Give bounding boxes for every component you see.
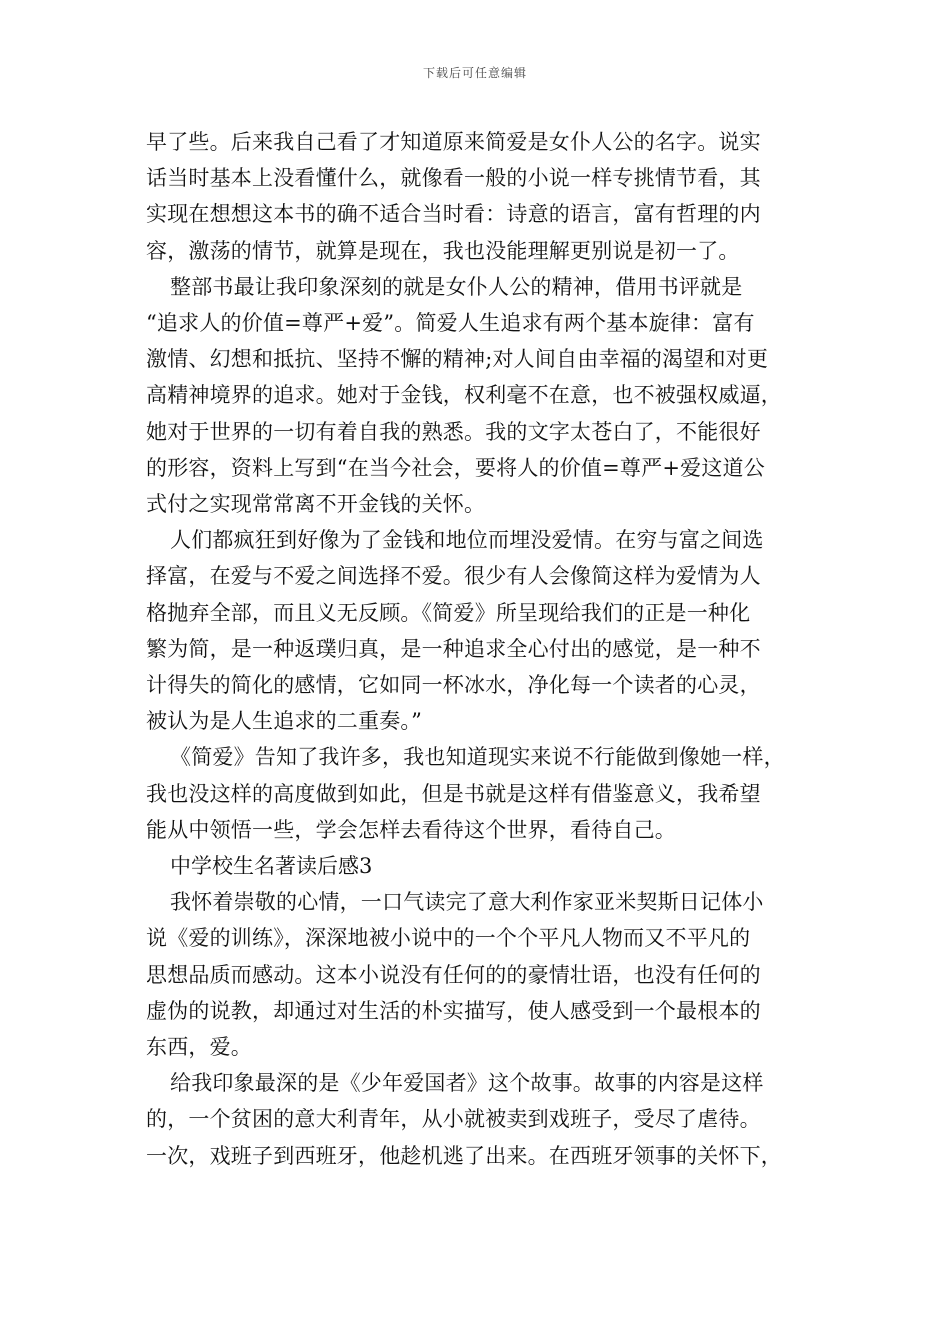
text-line: 激情、幻想和抵抗、坚持不懈的精神;对人间自由幸福的渴望和对更 [146, 347, 769, 372]
text-line: 思想品质而感动。这本小说没有任何的的豪情壮语，也没有任何的 [146, 962, 761, 987]
text-line: 繁为简，是一种返璞归真，是一种追求全心付出的感觉，是一种不 [146, 636, 761, 661]
paragraph-6 [146, 1065, 826, 1174]
text-line: 容，激荡的情节，就算是现在，我也没能理解更别说是初一了。 [146, 238, 740, 263]
text-line: 高精神境界的追求。她对于金钱，权利毫不在意，也不被强权威逼， [146, 383, 782, 408]
text-line: 择富，在爱与不爱之间选择不爱。很少有人会像简这样为爱情为人 [146, 564, 761, 589]
paragraph-2 [146, 269, 826, 522]
text-line: 人们都疯狂到好像为了金钱和地位而埋没爱情。在穷与富之间选 [170, 528, 764, 553]
paragraph-4 [146, 739, 826, 848]
text-line: 的形容，资料上写到“在当今社会，要将人的价值=尊严+爱这道公 [146, 455, 765, 480]
text-line: 的，一个贫困的意大利青年，从小就被卖到戏班子，受尽了虐待。 [146, 1107, 761, 1132]
text-line: 式付之实现常常离不开金钱的关怀。 [146, 492, 486, 517]
text-line: 计得失的简化的感情，它如同一杯冰水，净化每一个读者的心灵， [146, 673, 761, 698]
text-line: 一次，戏班子到西班牙，他趁机逃了出来。在西班牙领事的关怀下， [146, 1143, 782, 1168]
paragraph-5 [146, 884, 826, 1065]
text-line: 能从中领悟一些，学会怎样去看待这个世界，看待自己。 [146, 817, 676, 842]
text-line: 我怀着崇敬的心情，一口气读完了意大利作家亚米契斯日记体小 [170, 890, 764, 915]
text-line: 她对于世界的一切有着自我的熟悉。我的文字太苍白了，不能很好 [146, 419, 761, 444]
text-line: “追求人的价值=尊严+爱”。简爱人生追求有两个基本旋律：富有 [146, 311, 755, 336]
text-line: 虚伪的说教，却通过对生活的朴实描写，使人感受到一个最根本的 [146, 998, 761, 1023]
paragraph-1 [146, 124, 826, 269]
text-line: 格抛弃全部，而且义无反顾。《简爱》所呈现给我们的正是一种化 [146, 600, 751, 625]
text-line: 整部书最让我印象深刻的就是女仆人公的精神，借用书评就是 [170, 274, 743, 299]
text-line: 《简爱》告知了我许多，我也知道现实来说不行能做到像她一样， [170, 745, 785, 770]
section-heading: 中学校生名著读后感3 [170, 854, 373, 879]
text-line: 我也没这样的高度做到如此，但是书就是这样有借鉴意义，我希望 [146, 781, 761, 806]
text-line: 被认为是人生追求的二重奏。” [146, 709, 423, 734]
text-line: 东西，爱。 [146, 1035, 252, 1060]
text-line: 说《爱的训练》，深深地被小说中的一个个平凡人物而又不平凡的 [146, 926, 751, 951]
text-line: 早了些。后来我自己看了才知道原来简爱是女仆人公的名字。说实 [146, 130, 761, 154]
text-line: 话当时基本上没看懂什么，就像看一般的小说一样专挑情节看，其 [146, 166, 761, 191]
text-line: 实现在想想这本书的确不适合当时看：诗意的语言，富有哲理的内 [146, 202, 761, 227]
document-body [146, 124, 826, 1174]
text-line: 给我印象最深的是《少年爱国者》这个故事。故事的内容是这样 [170, 1071, 764, 1096]
paragraph-3 [146, 522, 826, 739]
page-header: 下载后可任意编辑 [422, 66, 527, 80]
